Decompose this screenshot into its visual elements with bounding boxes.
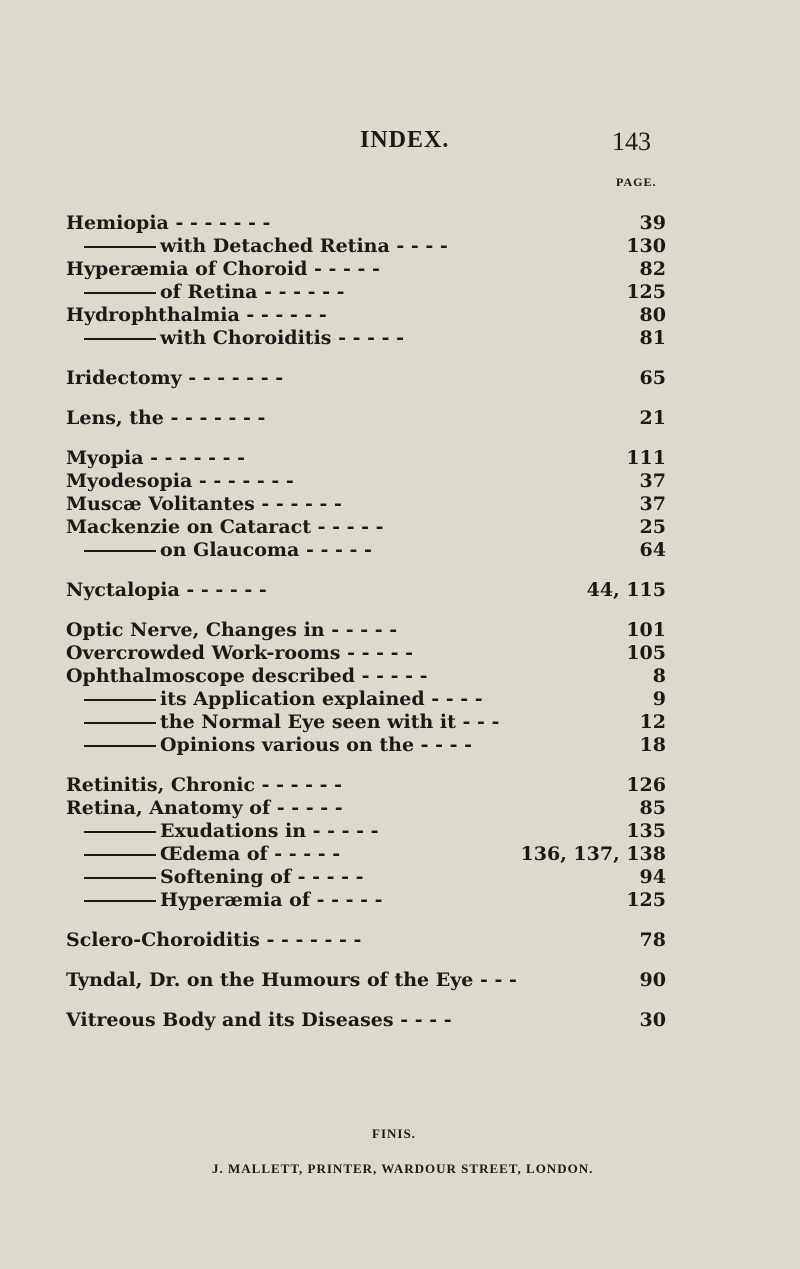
index-entry — [66, 406, 666, 430]
entry-pages: 126 — [626, 774, 666, 796]
ditto-rule — [84, 900, 156, 902]
entry-label: with Choroiditis - - - - - — [160, 327, 404, 349]
index-entry — [66, 796, 666, 820]
entry-pages: 44, 115 — [586, 579, 666, 601]
index-entry — [66, 366, 666, 390]
ditto-rule — [84, 831, 156, 833]
entry-pages: 135 — [626, 820, 666, 842]
entry-pages: 101 — [626, 619, 666, 641]
entry-pages: 12 — [639, 711, 666, 733]
index-entry — [66, 211, 666, 235]
entry-label: Iridectomy - - - - - - - — [66, 367, 284, 389]
entry-pages: 9 — [652, 688, 666, 710]
entry-label: Retinitis, Chronic - - - - - - — [66, 774, 343, 796]
index-entry — [66, 641, 666, 665]
entry-label: Tyndal, Dr. on the Humours of the Eye - - - — [66, 969, 517, 991]
finis-label: FINIS. — [372, 1126, 416, 1141]
index-entry — [66, 303, 666, 327]
entry-label: Optic Nerve, Changes in - - - - - — [66, 619, 398, 641]
entry-pages: 85 — [639, 797, 666, 819]
index-entry — [66, 819, 666, 843]
entry-label: Exudations in - - - - - — [160, 820, 379, 842]
index-entry — [66, 888, 666, 912]
entry-label: Ophthalmoscope described - - - - - — [66, 665, 428, 687]
index-entry — [66, 1008, 666, 1032]
entry-label: Opinions various on the - - - - — [160, 734, 473, 756]
index-entry — [66, 842, 666, 866]
entry-label: Muscæ Volitantes - - - - - - — [66, 493, 342, 515]
ditto-rule — [84, 722, 156, 724]
entry-pages: 82 — [639, 258, 666, 280]
index-entry — [66, 326, 666, 350]
entry-label: the Normal Eye seen with it - - - — [160, 711, 500, 733]
entry-pages: 64 — [639, 539, 666, 561]
entry-pages: 39 — [639, 212, 666, 234]
entry-label: Hyperæmia of Choroid - - - - - — [66, 258, 380, 280]
entry-pages: 80 — [639, 304, 666, 326]
entry-label: Vitreous Body and its Diseases - - - - — [66, 1009, 452, 1031]
ditto-rule — [84, 292, 156, 294]
entry-pages: 125 — [626, 889, 666, 911]
entry-pages: 90 — [639, 969, 666, 991]
entry-pages: 25 — [639, 516, 666, 538]
index-entry — [66, 469, 666, 493]
entry-pages: 136, 137, 138 — [520, 843, 666, 865]
page-column-label: PAGE. — [616, 175, 657, 189]
entry-label: Retina, Anatomy of - - - - - — [66, 797, 343, 819]
entry-label: Lens, the - - - - - - - — [66, 407, 266, 429]
entry-label: Myopia - - - - - - - — [66, 447, 246, 469]
entry-pages: 125 — [626, 281, 666, 303]
index-entry — [66, 280, 666, 304]
entry-pages: 37 — [639, 493, 666, 515]
entry-label: Nyctalopia - - - - - - — [66, 579, 267, 601]
entry-label: Overcrowded Work-rooms - - - - - — [66, 642, 413, 664]
index-entry — [66, 664, 666, 688]
entry-label: Softening of - - - - - — [160, 866, 364, 888]
index-entry — [66, 446, 666, 470]
entry-label: Hemiopia - - - - - - - — [66, 212, 271, 234]
printer-imprint: J. MALLETT, PRINTER, WARDOUR STREET, LONDON. — [212, 1161, 594, 1176]
entry-label: Œdema of - - - - - — [160, 843, 341, 865]
index-entry — [66, 865, 666, 889]
ditto-rule — [84, 854, 156, 856]
entry-pages: 81 — [639, 327, 666, 349]
entry-label: its Application explained - - - - — [160, 688, 483, 710]
index-entry — [66, 492, 666, 516]
entry-pages: 18 — [639, 734, 666, 756]
entry-pages: 37 — [639, 470, 666, 492]
index-entry — [66, 687, 666, 711]
entry-label: Myodesopia - - - - - - - — [66, 470, 294, 492]
index-entry — [66, 618, 666, 642]
entry-pages: 94 — [639, 866, 666, 888]
index-entry — [66, 928, 666, 952]
entry-pages: 78 — [639, 929, 666, 951]
entry-label: Hydrophthalmia - - - - - - — [66, 304, 327, 326]
index-entry — [66, 710, 666, 734]
ditto-rule — [84, 745, 156, 747]
entry-label: Sclero-Choroiditis - - - - - - - — [66, 929, 362, 951]
index-entry — [66, 538, 666, 562]
entry-pages: 21 — [639, 407, 666, 429]
entry-pages: 65 — [639, 367, 666, 389]
entry-label: on Glaucoma - - - - - — [160, 539, 372, 561]
page-title: INDEX. — [360, 127, 450, 153]
ditto-rule — [84, 338, 156, 340]
ditto-rule — [84, 877, 156, 879]
entry-pages: 30 — [639, 1009, 666, 1031]
entry-pages: 111 — [626, 447, 666, 469]
page-number: 143 — [612, 127, 651, 156]
index-entry — [66, 578, 666, 602]
entry-label: Hyperæmia of - - - - - — [160, 889, 383, 911]
ditto-rule — [84, 699, 156, 701]
index-entry — [66, 733, 666, 757]
index-entry — [66, 234, 666, 258]
entry-label: with Detached Retina - - - - — [160, 235, 448, 257]
index-entry — [66, 773, 666, 797]
index-entry — [66, 968, 666, 992]
entry-pages: 105 — [626, 642, 666, 664]
index-entry — [66, 515, 666, 539]
index-entry — [66, 257, 666, 281]
entry-label: Mackenzie on Cataract - - - - - — [66, 516, 384, 538]
entry-label: of Retina - - - - - - — [160, 281, 345, 303]
entry-pages: 8 — [652, 665, 666, 687]
entry-pages: 130 — [626, 235, 666, 257]
ditto-rule — [84, 246, 156, 248]
ditto-rule — [84, 550, 156, 552]
